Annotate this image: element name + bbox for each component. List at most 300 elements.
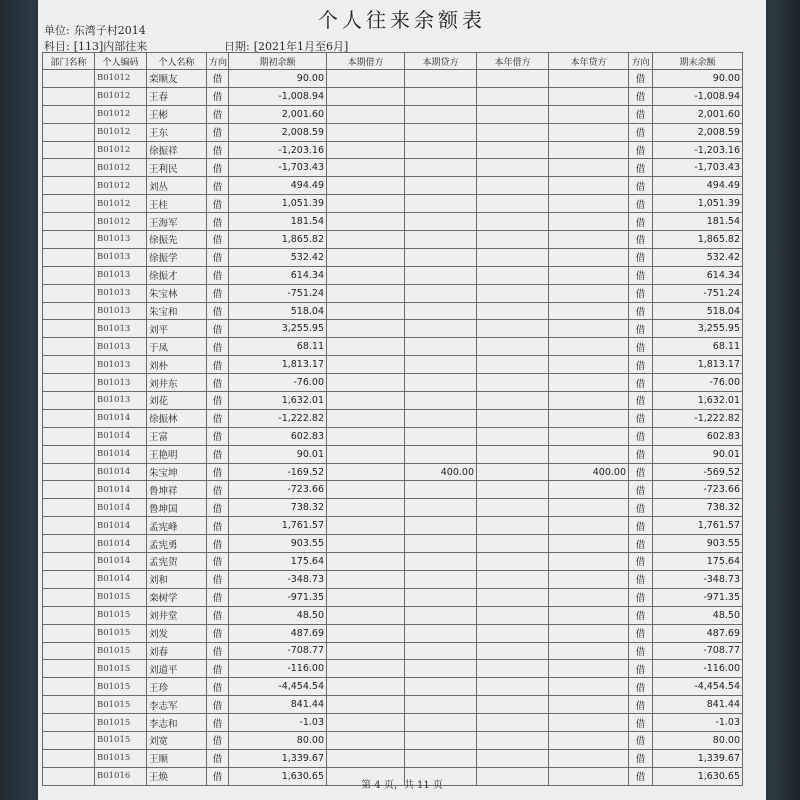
year-debit-cell [477, 624, 549, 642]
closing-direction-cell: 借 [629, 606, 653, 624]
period-debit-cell [327, 87, 405, 105]
name-cell: 王桂 [147, 195, 207, 213]
period-debit-cell [327, 392, 405, 410]
name-cell: 于凤 [147, 338, 207, 356]
year-debit-cell [477, 481, 549, 499]
name-cell: 王焕 [147, 767, 207, 785]
direction-cell: 借 [207, 392, 229, 410]
table-row [43, 535, 743, 553]
year-credit-cell [549, 392, 629, 410]
code-cell: B01014 [95, 517, 147, 535]
period-debit-cell [327, 445, 405, 463]
year-credit-cell [549, 356, 629, 374]
table-row [43, 213, 743, 231]
closing-balance-cell: 614.34 [653, 266, 743, 284]
direction-cell: 借 [207, 141, 229, 159]
year-credit-cell [549, 266, 629, 284]
period-debit-cell [327, 195, 405, 213]
year-credit-cell [549, 606, 629, 624]
period-debit-cell [327, 499, 405, 517]
year-credit-cell [549, 320, 629, 338]
period-debit-cell [327, 284, 405, 302]
code-cell: B01015 [95, 642, 147, 660]
table-row [43, 463, 743, 481]
unit-value: 东湾子村2014 [73, 24, 146, 37]
department-cell [43, 141, 95, 159]
opening-balance-cell: -348.73 [229, 570, 327, 588]
code-cell: B01016 [95, 767, 147, 785]
table-row [43, 356, 743, 374]
column-header: 本期借方 [327, 53, 405, 70]
page-footer: 第 4 页，共 11 页 [361, 780, 443, 791]
table-row [43, 642, 743, 660]
closing-balance-cell: -1,703.43 [653, 159, 743, 177]
period-debit-cell [327, 231, 405, 249]
table-row [43, 749, 743, 767]
direction-cell: 借 [207, 624, 229, 642]
department-cell [43, 553, 95, 571]
period-debit-cell [327, 248, 405, 266]
closing-direction-cell: 借 [629, 660, 653, 678]
period-credit-cell [405, 320, 477, 338]
code-cell: B01013 [95, 392, 147, 410]
period-credit-cell [405, 570, 477, 588]
closing-balance-cell: -569.52 [653, 463, 743, 481]
code-cell: B01015 [95, 588, 147, 606]
year-credit-cell [549, 374, 629, 392]
department-cell [43, 409, 95, 427]
period-credit-cell [405, 588, 477, 606]
period-credit-cell [405, 302, 477, 320]
opening-balance-cell: 68.11 [229, 338, 327, 356]
year-credit-cell [549, 570, 629, 588]
closing-direction-cell: 借 [629, 624, 653, 642]
department-cell [43, 266, 95, 284]
name-cell: 李志和 [147, 714, 207, 732]
opening-balance-cell: 1,051.39 [229, 195, 327, 213]
opening-balance-cell: 181.54 [229, 213, 327, 231]
period-debit-cell [327, 678, 405, 696]
name-cell: 王顺 [147, 749, 207, 767]
period-credit-cell [405, 105, 477, 123]
table-row [43, 338, 743, 356]
direction-cell: 借 [207, 570, 229, 588]
closing-balance-cell: 532.42 [653, 248, 743, 266]
table-row [43, 714, 743, 732]
period-credit-cell [405, 678, 477, 696]
department-cell [43, 213, 95, 231]
department-cell [43, 481, 95, 499]
year-debit-cell [477, 570, 549, 588]
closing-balance-cell: 494.49 [653, 177, 743, 195]
year-credit-cell [549, 302, 629, 320]
opening-balance-cell: 602.83 [229, 427, 327, 445]
closing-direction-cell: 借 [629, 517, 653, 535]
year-debit-cell [477, 338, 549, 356]
period-debit-cell [327, 660, 405, 678]
year-debit-cell [477, 553, 549, 571]
direction-cell: 借 [207, 374, 229, 392]
period-debit-cell [327, 70, 405, 88]
year-debit-cell [477, 696, 549, 714]
closing-direction-cell: 借 [629, 570, 653, 588]
period-credit-cell [405, 517, 477, 535]
table-row [43, 553, 743, 571]
opening-balance-cell: 532.42 [229, 248, 327, 266]
table-row [43, 570, 743, 588]
closing-direction-cell: 借 [629, 141, 653, 159]
year-credit-cell [549, 660, 629, 678]
opening-balance-cell: -723.66 [229, 481, 327, 499]
direction-cell: 借 [207, 714, 229, 732]
department-cell [43, 714, 95, 732]
department-cell [43, 356, 95, 374]
column-header: 部门名称 [43, 53, 95, 70]
code-cell: B01012 [95, 195, 147, 213]
period-debit-cell [327, 731, 405, 749]
department-cell [43, 123, 95, 141]
code-cell: B01014 [95, 570, 147, 588]
table-row [43, 302, 743, 320]
closing-balance-cell: 602.83 [653, 427, 743, 445]
department-cell [43, 392, 95, 410]
opening-balance-cell: 1,813.17 [229, 356, 327, 374]
name-cell: 孟宪勇 [147, 535, 207, 553]
direction-cell: 借 [207, 731, 229, 749]
closing-balance-cell: 2,008.59 [653, 123, 743, 141]
report-title: 个人往来余额表 [318, 8, 486, 32]
closing-direction-cell: 借 [629, 159, 653, 177]
period-credit-cell [405, 392, 477, 410]
code-cell: B01012 [95, 159, 147, 177]
department-cell [43, 696, 95, 714]
opening-balance-cell: 903.55 [229, 535, 327, 553]
code-cell: B01013 [95, 356, 147, 374]
closing-balance-cell: 90.01 [653, 445, 743, 463]
department-cell [43, 606, 95, 624]
period-credit-cell [405, 177, 477, 195]
period-credit-cell [405, 266, 477, 284]
year-credit-cell [549, 159, 629, 177]
code-cell: B01012 [95, 87, 147, 105]
year-debit-cell [477, 141, 549, 159]
opening-balance-cell: 1,339.67 [229, 749, 327, 767]
name-cell: 王海军 [147, 213, 207, 231]
period-debit-cell [327, 177, 405, 195]
year-debit-cell [477, 642, 549, 660]
year-debit-cell [477, 427, 549, 445]
period-credit-cell [405, 356, 477, 374]
period-debit-cell [327, 696, 405, 714]
closing-balance-cell: 1,813.17 [653, 356, 743, 374]
year-debit-cell [477, 374, 549, 392]
direction-cell: 借 [207, 177, 229, 195]
period-credit-cell [405, 696, 477, 714]
name-cell: 王东 [147, 123, 207, 141]
closing-direction-cell: 借 [629, 696, 653, 714]
year-credit-cell [549, 409, 629, 427]
year-debit-cell [477, 231, 549, 249]
table-row [43, 678, 743, 696]
table-row [43, 87, 743, 105]
opening-balance-cell: 3,255.95 [229, 320, 327, 338]
name-cell: 王彬 [147, 105, 207, 123]
code-cell: B01014 [95, 499, 147, 517]
closing-balance-cell: 903.55 [653, 535, 743, 553]
year-debit-cell [477, 195, 549, 213]
name-cell: 朱宝林 [147, 284, 207, 302]
year-credit-cell [549, 481, 629, 499]
department-cell [43, 731, 95, 749]
code-cell: B01015 [95, 678, 147, 696]
year-debit-cell [477, 499, 549, 517]
opening-balance-cell: 841.44 [229, 696, 327, 714]
column-header: 期末余额 [653, 53, 743, 70]
direction-cell: 借 [207, 87, 229, 105]
table-row [43, 248, 743, 266]
closing-direction-cell: 借 [629, 427, 653, 445]
closing-direction-cell: 借 [629, 248, 653, 266]
code-cell: B01015 [95, 660, 147, 678]
closing-balance-cell: -1,008.94 [653, 87, 743, 105]
closing-balance-cell: -76.00 [653, 374, 743, 392]
year-credit-cell [549, 553, 629, 571]
period-credit-cell [405, 642, 477, 660]
department-cell [43, 570, 95, 588]
period-debit-cell [327, 356, 405, 374]
direction-cell: 借 [207, 427, 229, 445]
code-cell: B01014 [95, 481, 147, 499]
closing-balance-cell: -1,203.16 [653, 141, 743, 159]
year-debit-cell [477, 392, 549, 410]
department-cell [43, 499, 95, 517]
name-cell: 刘宽 [147, 731, 207, 749]
closing-balance-cell: -1,222.82 [653, 409, 743, 427]
table-row [43, 123, 743, 141]
opening-balance-cell: 90.01 [229, 445, 327, 463]
year-credit-cell [549, 213, 629, 231]
department-cell [43, 195, 95, 213]
department-cell [43, 588, 95, 606]
closing-balance-cell: 181.54 [653, 213, 743, 231]
period-credit-cell [405, 123, 477, 141]
closing-direction-cell: 借 [629, 284, 653, 302]
closing-direction-cell: 借 [629, 463, 653, 481]
closing-balance-cell: -971.35 [653, 588, 743, 606]
code-cell: B01013 [95, 338, 147, 356]
table-row [43, 731, 743, 749]
name-cell: 王富 [147, 427, 207, 445]
direction-cell: 借 [207, 517, 229, 535]
code-cell: B01013 [95, 374, 147, 392]
opening-balance-cell: 614.34 [229, 266, 327, 284]
period-credit-cell [405, 159, 477, 177]
subject-label: 科目: [44, 40, 70, 53]
closing-balance-cell: 175.64 [653, 553, 743, 571]
department-cell [43, 445, 95, 463]
period-debit-cell [327, 642, 405, 660]
direction-cell: 借 [207, 642, 229, 660]
name-cell: 鲁坤国 [147, 499, 207, 517]
year-credit-cell [549, 123, 629, 141]
table-row [43, 696, 743, 714]
code-cell: B01015 [95, 749, 147, 767]
period-debit-cell [327, 570, 405, 588]
year-debit-cell [477, 105, 549, 123]
code-cell: B01015 [95, 731, 147, 749]
period-credit-cell [405, 87, 477, 105]
department-cell [43, 302, 95, 320]
closing-direction-cell: 借 [629, 678, 653, 696]
year-credit-cell: 400.00 [549, 463, 629, 481]
period-credit-cell [405, 248, 477, 266]
name-cell: 刘丛 [147, 177, 207, 195]
name-cell: 徐振才 [147, 266, 207, 284]
subject-value: [113]内部往来 [73, 40, 148, 53]
opening-balance-cell: 518.04 [229, 302, 327, 320]
closing-balance-cell: 68.11 [653, 338, 743, 356]
period-credit-cell [405, 427, 477, 445]
direction-cell: 借 [207, 338, 229, 356]
year-credit-cell [549, 696, 629, 714]
closing-balance-cell: -348.73 [653, 570, 743, 588]
year-credit-cell [549, 338, 629, 356]
code-cell: B01013 [95, 320, 147, 338]
code-cell: B01015 [95, 696, 147, 714]
year-debit-cell [477, 320, 549, 338]
table-row [43, 231, 743, 249]
opening-balance-cell: -116.00 [229, 660, 327, 678]
table-row [43, 195, 743, 213]
period-debit-cell [327, 517, 405, 535]
closing-balance-cell: -116.00 [653, 660, 743, 678]
column-header: 本期贷方 [405, 53, 477, 70]
code-cell: B01013 [95, 266, 147, 284]
year-debit-cell [477, 248, 549, 266]
period-credit-cell [405, 553, 477, 571]
year-debit-cell [477, 70, 549, 88]
closing-direction-cell: 借 [629, 481, 653, 499]
year-credit-cell [549, 535, 629, 553]
closing-direction-cell: 借 [629, 499, 653, 517]
period-debit-cell [327, 427, 405, 445]
period-credit-cell [405, 409, 477, 427]
name-cell: 朱宝和 [147, 302, 207, 320]
closing-balance-cell: 90.00 [653, 70, 743, 88]
table-row [43, 427, 743, 445]
table-row [43, 481, 743, 499]
direction-cell: 借 [207, 463, 229, 481]
closing-balance-cell: -723.66 [653, 481, 743, 499]
code-cell: B01012 [95, 70, 147, 88]
department-cell [43, 338, 95, 356]
table-row [43, 320, 743, 338]
table-row [43, 499, 743, 517]
unit-label: 单位: [44, 24, 70, 37]
date-value: [2021年1月至6月] [253, 40, 349, 53]
code-cell: B01012 [95, 105, 147, 123]
table-row [43, 409, 743, 427]
name-cell: 孟宪峰 [147, 517, 207, 535]
direction-cell: 借 [207, 499, 229, 517]
year-debit-cell [477, 302, 549, 320]
code-cell: B01015 [95, 624, 147, 642]
opening-balance-cell: 1,630.65 [229, 767, 327, 785]
closing-balance-cell: 1,051.39 [653, 195, 743, 213]
year-debit-cell [477, 266, 549, 284]
year-credit-cell [549, 248, 629, 266]
closing-direction-cell: 借 [629, 588, 653, 606]
department-cell [43, 749, 95, 767]
code-cell: B01014 [95, 553, 147, 571]
table-row [43, 606, 743, 624]
table-row [43, 159, 743, 177]
table-row [43, 177, 743, 195]
name-cell: 栾树学 [147, 588, 207, 606]
period-debit-cell [327, 266, 405, 284]
closing-balance-cell: 1,339.67 [653, 749, 743, 767]
table-row [43, 445, 743, 463]
year-debit-cell [477, 678, 549, 696]
period-debit-cell [327, 105, 405, 123]
direction-cell: 借 [207, 266, 229, 284]
closing-balance-cell: 1,630.65 [653, 767, 743, 785]
code-cell: B01012 [95, 141, 147, 159]
period-credit-cell [405, 606, 477, 624]
table-row [43, 141, 743, 159]
table-row [43, 392, 743, 410]
period-debit-cell [327, 338, 405, 356]
column-header: 方向 [207, 53, 229, 70]
direction-cell: 借 [207, 70, 229, 88]
name-cell: 徐振林 [147, 409, 207, 427]
department-cell [43, 177, 95, 195]
closing-direction-cell: 借 [629, 749, 653, 767]
year-credit-cell [549, 141, 629, 159]
code-cell: B01014 [95, 445, 147, 463]
period-debit-cell [327, 588, 405, 606]
name-cell: 王艳明 [147, 445, 207, 463]
direction-cell: 借 [207, 231, 229, 249]
unit-line [44, 22, 146, 38]
closing-direction-cell: 借 [629, 553, 653, 571]
period-credit-cell [405, 213, 477, 231]
year-debit-cell [477, 660, 549, 678]
name-cell: 徐振先 [147, 231, 207, 249]
department-cell [43, 642, 95, 660]
period-debit-cell [327, 606, 405, 624]
closing-direction-cell: 借 [629, 213, 653, 231]
period-credit-cell [405, 660, 477, 678]
department-cell [43, 87, 95, 105]
closing-direction-cell: 借 [629, 338, 653, 356]
closing-balance-cell: 2,001.60 [653, 105, 743, 123]
direction-cell: 借 [207, 302, 229, 320]
closing-balance-cell: -1.03 [653, 714, 743, 732]
period-debit-cell [327, 159, 405, 177]
direction-cell: 借 [207, 553, 229, 571]
direction-cell: 借 [207, 213, 229, 231]
year-debit-cell [477, 517, 549, 535]
column-header: 本年贷方 [549, 53, 629, 70]
year-credit-cell [549, 588, 629, 606]
department-cell [43, 678, 95, 696]
direction-cell: 借 [207, 248, 229, 266]
period-debit-cell [327, 213, 405, 231]
year-credit-cell [549, 177, 629, 195]
opening-balance-cell: 1,761.57 [229, 517, 327, 535]
name-cell: 徐振祥 [147, 141, 207, 159]
